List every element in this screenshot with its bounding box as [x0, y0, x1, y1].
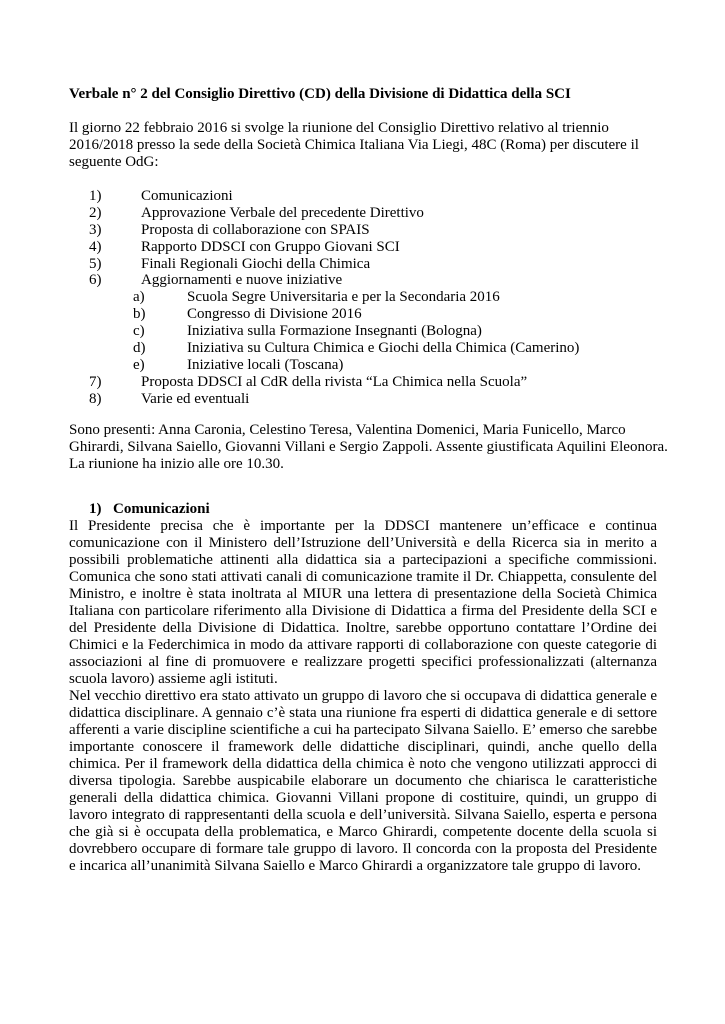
agenda-item-number: 3): [89, 221, 102, 238]
section-number: 1): [89, 501, 102, 517]
agenda-item-text: Proposta DDSCI al CdR della rivista “La Chimica nella Scuola”: [141, 373, 528, 390]
agenda-subitem-text: Congresso di Divisione 2016: [187, 306, 362, 323]
body-paragraph: Il Presidente precisa che è importante per la DDSCI mantenere un’efficace e continua comunicazione con il Ministero dell’Istruzione dell’Università e della Ricerca sia in merito a possibili problematiche attinenti alla didattica sia a partecipazioni a specifiche commissioni. Comunica che sono stati attivati canali di comunicazione tramite il Dr. Chiappetta, consulente del Ministro, e inoltre è stata inoltrata al MIUR una lettera di presentazione della Società Chimica Italiana con particolare riferimento alla Divisione di Didattica a firma del Presidente della SCI e del Presidente della Divisione di Didattica. Inoltre, sarebbe opportuno contattare l’Ordine dei Chimici e la Federchimica in modo da attivare rapporti di collaborazione con queste categorie di associazioni al fine di promuovere e realizzare progetti specifici professionalizzati (alternanza scuola lavoro) assieme agli istituti.: [69, 518, 657, 687]
agenda-subitem-letter: c): [133, 323, 145, 340]
agenda-item-text: Proposta di collaborazione con SPAIS: [141, 221, 370, 238]
agenda-subitem-text: Scuola Segre Universitaria e per la Secondaria 2016: [187, 289, 500, 306]
section-body: [69, 518, 657, 875]
agenda-subitem-text: Iniziativa sulla Formazione Insegnanti (Bologna): [187, 323, 482, 340]
agenda-item-number: 8): [89, 390, 102, 407]
attendees-paragraph: Sono presenti: Anna Caronia, Celestino Teresa, Valentina Domenici, Maria Funicello, Marco Ghirardi, Silvana Saiello, Giovanni Villani e Sergio Zappoli. Assente giustificata Aquilini Eleonora. La riunione ha inizio alle ore 10.30.: [69, 422, 668, 472]
agenda-subitem-letter: d): [133, 340, 146, 357]
agenda-item: [0, 391, 725, 408]
intro-paragraph: Il giorno 22 febbraio 2016 si svolge la riunione del Consiglio Direttivo relativo al triennio 2016/2018 presso la sede della Società Chimica Italiana Via Liegi, 48C (Roma) per discutere il seguente OdG:: [69, 120, 639, 170]
agenda-item-number: 6): [89, 272, 102, 289]
agenda-item-text: Finali Regionali Giochi della Chimica: [141, 255, 371, 272]
agenda-subitem-text: Iniziative locali (Toscana): [187, 356, 344, 373]
agenda-item-number: 1): [89, 188, 102, 204]
agenda-item-number: 7): [89, 373, 102, 390]
agenda-item: [0, 272, 725, 289]
agenda-subitem: [0, 323, 725, 340]
agenda-item: [0, 256, 725, 273]
agenda-item: [0, 205, 725, 222]
agenda-item: [0, 239, 725, 256]
agenda-subitem-text: Iniziativa su Cultura Chimica e Giochi della Chimica (Camerino): [187, 340, 580, 357]
body-paragraph: Nel vecchio direttivo era stato attivato un gruppo di lavoro che si occupava di didattica generale e didattica disciplinare. A gennaio c’è stata una riunione fra esperti di didattica generale e di settore afferenti a varie discipline scientifiche a cui ha partecipato Silvana Saiello. E’ emerso che sarebbe importante conoscere il framework delle didattiche disciplinari, quindi, anche quello della chimica. Per il framework della didattica della chimica è noto che vengono utilizzati approcci di diversa tipologia. Sarebbe auspicabile elaborare un documento che chiarisca le caratteristiche generali della didattica chimica. Giovanni Villani propone di costituire, quindi, un gruppo di lavoro integrato di rappresentanti della scuola e dell’università. Silvana Saiello, esperta e persona che già si è occupata della problematica, e Marco Ghirardi, competente docente della scuola si dovrebbero occupare di formare tale gruppo di lavoro. Il concorda con la proposta del Presidente e incarica all’unanimità Silvana Saiello e Marco Ghirardi a organizzatore tale gruppo di lavoro.: [69, 688, 657, 874]
agenda-item-text: Approvazione Verbale del precedente Direttivo: [141, 204, 424, 221]
section-title: Comunicazioni: [113, 501, 210, 517]
agenda-item-number: 2): [89, 204, 102, 221]
agenda-item-text: Comunicazioni: [141, 188, 233, 204]
agenda-item-text: Aggiornamenti e nuove iniziative: [141, 272, 343, 289]
agenda-list: [0, 188, 725, 408]
agenda-subitem: [0, 357, 725, 374]
agenda-item-number: 4): [89, 238, 102, 255]
agenda-subitem: [0, 340, 725, 357]
agenda-item-number: 5): [89, 255, 102, 272]
agenda-item-text: Varie ed eventuali: [141, 390, 250, 407]
agenda-subitem: [0, 306, 725, 323]
document-title: Verbale n° 2 del Consiglio Direttivo (CD) della Divisione di Didattica della SCI: [69, 86, 571, 102]
agenda-item: [0, 188, 725, 205]
agenda-item-text: Rapporto DDSCI con Gruppo Giovani SCI: [141, 238, 400, 255]
agenda-subitem-letter: a): [133, 289, 145, 306]
agenda-subitem-letter: b): [133, 306, 146, 323]
agenda-subitem-letter: e): [133, 356, 145, 373]
agenda-item: [0, 374, 725, 391]
agenda-item: [0, 222, 725, 239]
agenda-subitem: [0, 289, 725, 306]
